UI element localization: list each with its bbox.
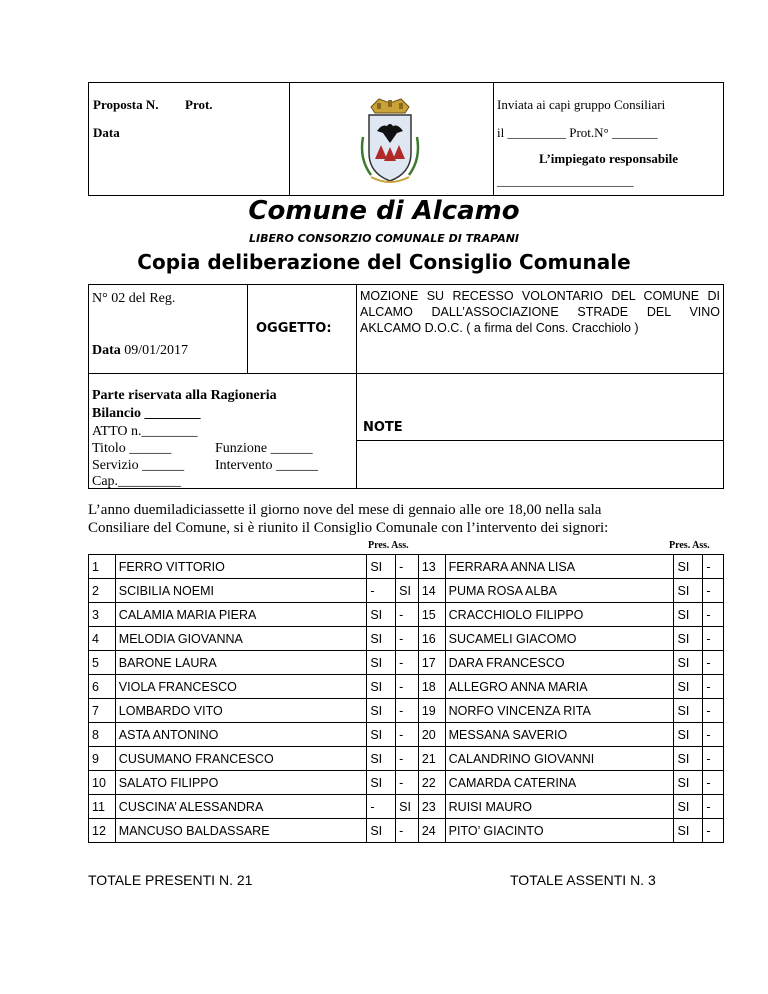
member-name: MANCUSO BALDASSARE — [115, 819, 367, 843]
presence-value: SI — [674, 723, 703, 747]
data-label: Data — [93, 125, 120, 140]
member-name: LOMBARDO VITO — [115, 699, 367, 723]
oggetto-label-box — [247, 284, 357, 374]
prot-label: Prot. — [185, 97, 213, 112]
ragioneria-servizio: Servizio ______ — [92, 458, 185, 473]
ragioneria-box — [88, 373, 357, 489]
intro-line-1: L’anno duemiladiciassette il giorno nove del mese di gennaio alle ore 18,00 nella sala — [88, 502, 602, 518]
absence-value: - — [396, 555, 419, 579]
header-box — [88, 82, 724, 196]
totale-presenti: TOTALE PRESENTI N. 21 — [88, 872, 253, 888]
member-name: CAMARDA CATERINA — [445, 771, 674, 795]
presence-value: - — [367, 795, 396, 819]
member-number: 21 — [418, 747, 445, 771]
absence-value: - — [396, 819, 419, 843]
absence-value: SI — [396, 579, 419, 603]
header-right-cell — [493, 83, 723, 195]
oggetto-text-box — [356, 284, 724, 374]
note-content-box — [356, 440, 724, 489]
proposta-label: Proposta N. — [93, 97, 159, 112]
absence-value: - — [703, 627, 724, 651]
attendance-row — [89, 771, 724, 795]
attendance-row — [89, 675, 724, 699]
absence-value: - — [396, 771, 419, 795]
member-number: 10 — [89, 771, 116, 795]
oggetto-label: OGGETTO: — [256, 321, 332, 336]
intro-line-2: Consiliare del Comune, si è riunito il Consiglio Comunale con l’intervento dei signori: — [88, 520, 609, 536]
presence-value: SI — [367, 651, 396, 675]
member-name: MELODIA GIOVANNA — [115, 627, 367, 651]
presence-value: SI — [367, 699, 396, 723]
presence-value: SI — [674, 747, 703, 771]
coat-of-arms-icon — [357, 97, 423, 185]
member-name: CALAMIA MARIA PIERA — [115, 603, 367, 627]
presence-value: SI — [674, 627, 703, 651]
member-name: VIOLA FRANCESCO — [115, 675, 367, 699]
ragioneria-title: Parte riservata alla Ragioneria — [92, 388, 277, 403]
member-name: MESSANA SAVERIO — [445, 723, 674, 747]
member-number: 14 — [418, 579, 445, 603]
absence-value: - — [703, 795, 724, 819]
member-name: SUCAMELI GIACOMO — [445, 627, 674, 651]
absence-value: - — [396, 627, 419, 651]
member-name: DARA FRANCESCO — [445, 651, 674, 675]
member-number: 4 — [89, 627, 116, 651]
attendance-row — [89, 795, 724, 819]
registro-box — [88, 284, 248, 374]
member-name: ASTA ANTONINO — [115, 723, 367, 747]
attendance-row — [89, 555, 724, 579]
member-name: CUSCINA’ ALESSANDRA — [115, 795, 367, 819]
member-number: 5 — [89, 651, 116, 675]
ragioneria-bilancio: Bilancio ________ — [92, 406, 201, 421]
member-number: 11 — [89, 795, 116, 819]
attendance-row — [89, 699, 724, 723]
comune-title: Comune di Alcamo — [248, 196, 520, 226]
member-number: 13 — [418, 555, 445, 579]
header-left-cell — [89, 83, 290, 195]
absence-value: - — [703, 747, 724, 771]
absence-value: SI — [396, 795, 419, 819]
ragioneria-funzione: Funzione ______ — [215, 441, 313, 456]
member-name: CUSUMANO FRANCESCO — [115, 747, 367, 771]
member-number: 24 — [418, 819, 445, 843]
absence-value: - — [703, 699, 724, 723]
absence-value: - — [703, 675, 724, 699]
presence-value: SI — [674, 651, 703, 675]
absence-value: - — [396, 603, 419, 627]
attendance-row — [89, 747, 724, 771]
member-number: 2 — [89, 579, 116, 603]
header-crest-cell — [289, 83, 494, 195]
member-number: 15 — [418, 603, 445, 627]
presence-value: SI — [674, 579, 703, 603]
presence-value: SI — [367, 771, 396, 795]
absence-value: - — [703, 651, 724, 675]
registro-data — [92, 343, 188, 359]
absence-value: - — [703, 603, 724, 627]
absence-value: - — [703, 771, 724, 795]
registro-data-label: Data — [92, 343, 121, 358]
member-name: PITO’ GIACINTO — [445, 819, 674, 843]
presence-value: SI — [367, 747, 396, 771]
ragioneria-atto: ATTO n.________ — [92, 424, 198, 439]
absence-value: - — [396, 675, 419, 699]
member-number: 20 — [418, 723, 445, 747]
copia-title: Copia deliberazione del Consiglio Comunale — [137, 250, 631, 274]
ragioneria-titolo: Titolo ______ — [92, 441, 172, 456]
presence-value: SI — [674, 819, 703, 843]
impiegato-text: L’impiegato responsabile — [539, 151, 679, 166]
member-number: 17 — [418, 651, 445, 675]
absence-value: - — [703, 579, 724, 603]
absence-value: - — [396, 651, 419, 675]
presence-value: SI — [674, 555, 703, 579]
attendance-row — [89, 651, 724, 675]
attendance-row — [89, 603, 724, 627]
member-number: 18 — [418, 675, 445, 699]
member-name: BARONE LAURA — [115, 651, 367, 675]
attendance-row — [89, 819, 724, 843]
member-number: 7 — [89, 699, 116, 723]
attendance-row — [89, 723, 724, 747]
presence-value: - — [367, 579, 396, 603]
presence-value: SI — [674, 795, 703, 819]
member-number: 12 — [89, 819, 116, 843]
member-number: 9 — [89, 747, 116, 771]
pres-ass-label-left: Pres. Ass. — [368, 540, 409, 551]
member-name: FERRO VITTORIO — [115, 555, 367, 579]
absence-value: - — [396, 747, 419, 771]
absence-value: - — [703, 555, 724, 579]
member-number: 1 — [89, 555, 116, 579]
presence-value: SI — [367, 675, 396, 699]
member-name: SCIBILIA NOEMI — [115, 579, 367, 603]
member-number: 22 — [418, 771, 445, 795]
presence-value: SI — [674, 675, 703, 699]
presence-value: SI — [367, 723, 396, 747]
attendance-row — [89, 627, 724, 651]
member-number: 8 — [89, 723, 116, 747]
attendance-row — [89, 579, 724, 603]
member-name: CRACCHIOLO FILIPPO — [445, 603, 674, 627]
presence-value: SI — [367, 627, 396, 651]
attendance-table — [88, 554, 724, 843]
note-label: NOTE — [363, 420, 403, 435]
member-name: NORFO VINCENZA RITA — [445, 699, 674, 723]
presence-value: SI — [674, 771, 703, 795]
presence-value: SI — [367, 555, 396, 579]
ragioneria-cap: Cap._________ — [92, 474, 182, 489]
absence-value: - — [396, 723, 419, 747]
consorzio-subtitle: LIBERO CONSORZIO COMUNALE DI TRAPANI — [248, 232, 520, 245]
member-number: 3 — [89, 603, 116, 627]
member-number: 19 — [418, 699, 445, 723]
registro-data-value: 09/01/2017 — [124, 343, 189, 358]
absence-value: - — [396, 699, 419, 723]
pres-ass-label-right: Pres. Ass. — [669, 540, 710, 551]
presence-value: SI — [674, 699, 703, 723]
presence-value: SI — [674, 603, 703, 627]
absence-value: - — [703, 819, 724, 843]
member-name: CALANDRINO GIOVANNI — [445, 747, 674, 771]
firma-line: _____________________ — [497, 173, 634, 188]
member-number: 6 — [89, 675, 116, 699]
member-name: ALLEGRO ANNA MARIA — [445, 675, 674, 699]
member-number: 23 — [418, 795, 445, 819]
member-name: FERRARA ANNA LISA — [445, 555, 674, 579]
absence-value: - — [703, 723, 724, 747]
attendance-table-body — [89, 555, 724, 843]
member-number: 16 — [418, 627, 445, 651]
note-box — [356, 373, 724, 441]
presence-value: SI — [367, 819, 396, 843]
totale-assenti: TOTALE ASSENTI N. 3 — [510, 872, 656, 888]
presence-value: SI — [367, 603, 396, 627]
member-name: PUMA ROSA ALBA — [445, 579, 674, 603]
oggetto-text: MOZIONE SU RECESSO VOLONTARIO DEL COMUNE DI ALCAMO DALL’ASSOCIAZIONE STRADE DEL VINO AKLCAMO D.O.C. ( a firma del Cons. Cracchiolo ) — [360, 289, 720, 335]
inviata-text: Inviata ai capi gruppo Consiliari — [497, 97, 666, 112]
il-prot-text: il _________ Prot.N° _______ — [497, 125, 658, 140]
member-name: RUISI MAURO — [445, 795, 674, 819]
registro-numero: N° 02 del Reg. — [92, 291, 176, 306]
member-name: SALATO FILIPPO — [115, 771, 367, 795]
ragioneria-intervento: Intervento ______ — [215, 458, 319, 473]
